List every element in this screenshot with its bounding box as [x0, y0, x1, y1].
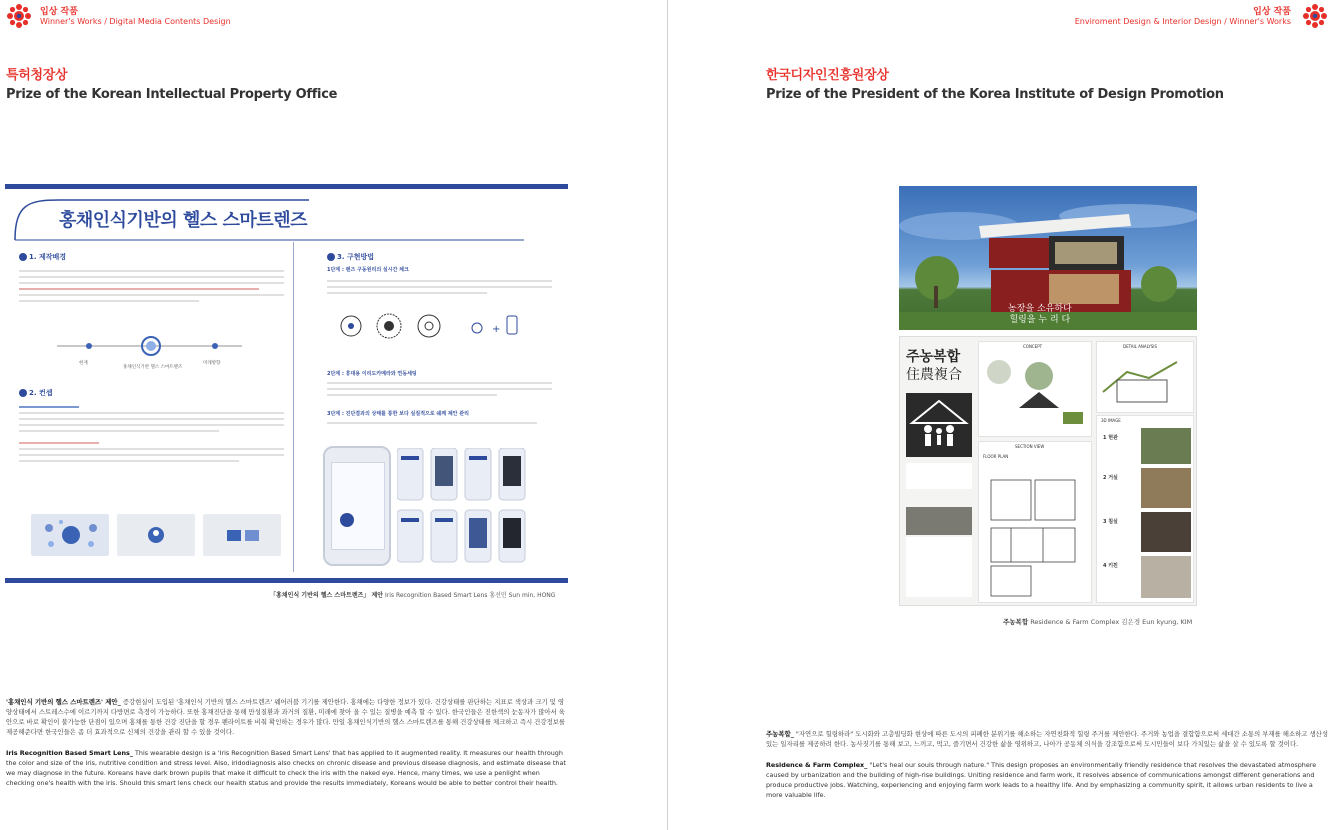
residence-caption: 주농복합 Residence & Farm Complex 김은경 Eun kyung, KIM: [1003, 618, 1193, 626]
timeline-label-future: 미래방향: [203, 361, 221, 366]
label-room-1: 1 현관: [1103, 435, 1118, 441]
iris-scan-diagram-icon: [337, 308, 557, 358]
timeline-label-now: 현재: [79, 361, 88, 366]
description-english: Iris Recognition Based Smart Lens_ This wearable design is a 'Iris Recognition Based Smart Lens' that has applied to it augmented reality. It measures our health through the color and size of the iris, nutritive condition and stress level. Also, iridodiagnosis also checks on chronic disease and previous disease diagnosis, and estimate disease that we may diagnose in the future. Koreans have dark brown pupils that make it difficult to check the iris with the naked eye. Hence, many times, we use a penlight when checking one's health with the iris. Should this smart lens check our health status and provide the results immediately, Koreans would be able to better control their health.: [6, 749, 566, 787]
board-3d-images: [1096, 415, 1194, 603]
prize-title-en: Prize of the President of the Korea Institute of Design Promotion: [766, 87, 1224, 102]
step-3-text: [327, 418, 552, 428]
board-title-hanja: 住農複合: [906, 367, 962, 383]
board-family-graphic: [906, 393, 972, 457]
section-2-text-block: [19, 402, 284, 466]
section-heading-3: 3. 구현방법: [327, 252, 374, 262]
timeline-nodes-icon: [55, 330, 255, 362]
poster-top-bar: [5, 184, 568, 189]
timeline-label-center: 홍채인식기반 헬스 스마트렌즈: [123, 365, 183, 370]
board-detail-analysis: [1096, 341, 1194, 413]
profile-icon: [117, 514, 195, 556]
step-2-text: [327, 378, 552, 400]
photo-overlay-text: 농장을 소유하다 힐링을 누 리 다: [1008, 304, 1072, 325]
room-image-living: [1141, 468, 1191, 508]
prize-title-ko: 한국디자인진흥원장상: [766, 68, 889, 83]
concept-image-1: [31, 514, 109, 556]
section-heading-2: 2. 컨셉: [19, 388, 53, 398]
prize-title-ko: 특허청장상: [6, 68, 68, 83]
section-1-text-block: [19, 266, 284, 306]
detail-diagram-icon: [1097, 342, 1193, 412]
prize-title-en: Prize of the Korean Intellectual Property Office: [6, 87, 338, 102]
description-korean: '홍채인식 기반의 헬스 스마트렌즈' 제안_ 증강현실이 도입된 '홍채인식 기반의 헬스 스마트렌즈' 웨어러블 기기를 제안한다. 홍채에는 다양한 정보가 있다. 건강상태를 판단하는 지표로 색상과 크기 및 영양상태에서 스트레스수에 이르기까지 다방면로 측정이 가능하다. 또한 홍채진단을 통해 만성질환과 과거의 질환, 미래에 찾아 올 수 있는 질병을 예측 할 수 있다. 한국인들은 진한색의 눈동자가 많아서 육안으로 바로 확인이 불가능한 단점이 있으며 홍채를 통한 건강 진단을 할 경우 펜라이트를 비춰 확인하는 경우가 많다. 만일 홍채인식기반의 헬스 스마트렌즈를 통해 건강상태를 체크하고 즉시 건강정보를 제공해준다면 한국인들은 좀 더 효과적으로 신체의 건강을 관리 할 수 있을 것이다.: [6, 698, 566, 736]
step-3-label: 3단계 : 진단결과의 상태를 통한 보다 실질적으로 쉐께 제안 관리: [327, 411, 469, 417]
concept-diagram-icon: [979, 342, 1091, 436]
poster-title: 홍채인식기반의 헬스 스마트렌즈: [59, 210, 307, 231]
label-detail-analysis: DETAIL ANALYSIS: [1123, 344, 1158, 349]
header-subtitle: Enviroment Design & Interior Design / Winner's Works: [1074, 17, 1291, 26]
room-image-bedroom: [1141, 512, 1191, 552]
svg-text:+: +: [492, 324, 501, 335]
poster-bottom-bar: [5, 578, 568, 583]
family-house-icon: [906, 393, 972, 457]
board-notes: [906, 537, 972, 597]
description-english: Residence & Farm Complex_ "Let's heal our souls through nature." This design proposes an environmentally friendly residence that resolves the devastated atmosphere caused by urbanization and the building of high-rise buildings. Uniting residence and farm work, it resolves absence of communications amongst different generations and produce productive jobs. Watching, experiencing and enjoying farm work leads to a healthy life. And by emphasizing a community spirit, it allows urban residents to live a more valuable life.: [766, 761, 1317, 799]
flower-logo-icon: [6, 3, 32, 29]
label-room-3: 3 침실: [1103, 519, 1118, 525]
phone-button-icon: [340, 513, 354, 527]
board-title-korean: 주농복합: [906, 349, 961, 365]
phone-mockup-large: [323, 446, 391, 566]
label-3d-image: 3D IMAGE: [1101, 418, 1121, 423]
phone-screens-grid-icon: [397, 448, 567, 568]
header-subtitle: Winner's Works / Digital Media Contents Design: [40, 17, 231, 26]
concept-image-2: [117, 514, 195, 556]
smart-lens-poster: [5, 184, 568, 584]
concept-image-3: [203, 514, 281, 556]
section-heading-1: 1. 제작배경: [19, 252, 66, 262]
floor-plan-icon: [979, 442, 1091, 602]
label-room-4: 4 키친: [1103, 563, 1118, 569]
folder-icon: [203, 514, 281, 556]
label-room-2: 2 거실: [1103, 475, 1118, 481]
step-1-label: 1단계 : 렌즈 구동원리의 실시간 체크: [327, 267, 409, 273]
label-section-view: SECTION VIEW: [1015, 444, 1045, 449]
description-korean: 주농복합_ "자연으로 힐링하라" 도시화와 고층빌딩화 현상에 따른 도시의 피폐한 분위기를 해소하는 자연친화적 힐링 주거를 제안한다. 주거와 농업을 결합함으로써 세대간 소통의 부재를 해소하고 생산성 있는 일자리를 제공하려 한다. 농사짓기를 통해 보고, 느끼고, 먹고, 즐기면서 건강한 삶을 영위하고, 나아가 공동체 의식을 강조함으로써 도시민들이 보다 가치있는 삶을 살 수 있도록 할 것이다.: [766, 730, 1329, 748]
header-title: 입상 작품: [1253, 7, 1291, 17]
step-1-text: [327, 276, 552, 298]
room-image-kitchen: [1141, 556, 1191, 598]
label-concept: CONCEPT: [1023, 344, 1043, 349]
room-image-entrance: [1141, 428, 1191, 464]
board-floor-plan: [978, 441, 1092, 603]
poster-column-divider: [293, 242, 294, 572]
board-photo-farm: [906, 507, 972, 535]
phone-screen: [331, 462, 385, 550]
header-title: 입상 작품: [40, 7, 78, 17]
board-text-block: [906, 463, 972, 489]
label-floor-plan: FLOOR PLAN: [983, 454, 1009, 459]
bubbles-icon: [31, 514, 109, 556]
board-concept: [978, 341, 1092, 437]
step-2-label: 2단계 : 휴대용 이리도카메라와 연동세팅: [327, 371, 417, 377]
poster-caption: 「홍채인식 기반의 헬스 스마트렌즈」 제안 Iris Recognition Based Smart Lens 홍선민 Sun min, HONG: [270, 592, 556, 599]
flower-logo-icon: [1302, 3, 1328, 29]
